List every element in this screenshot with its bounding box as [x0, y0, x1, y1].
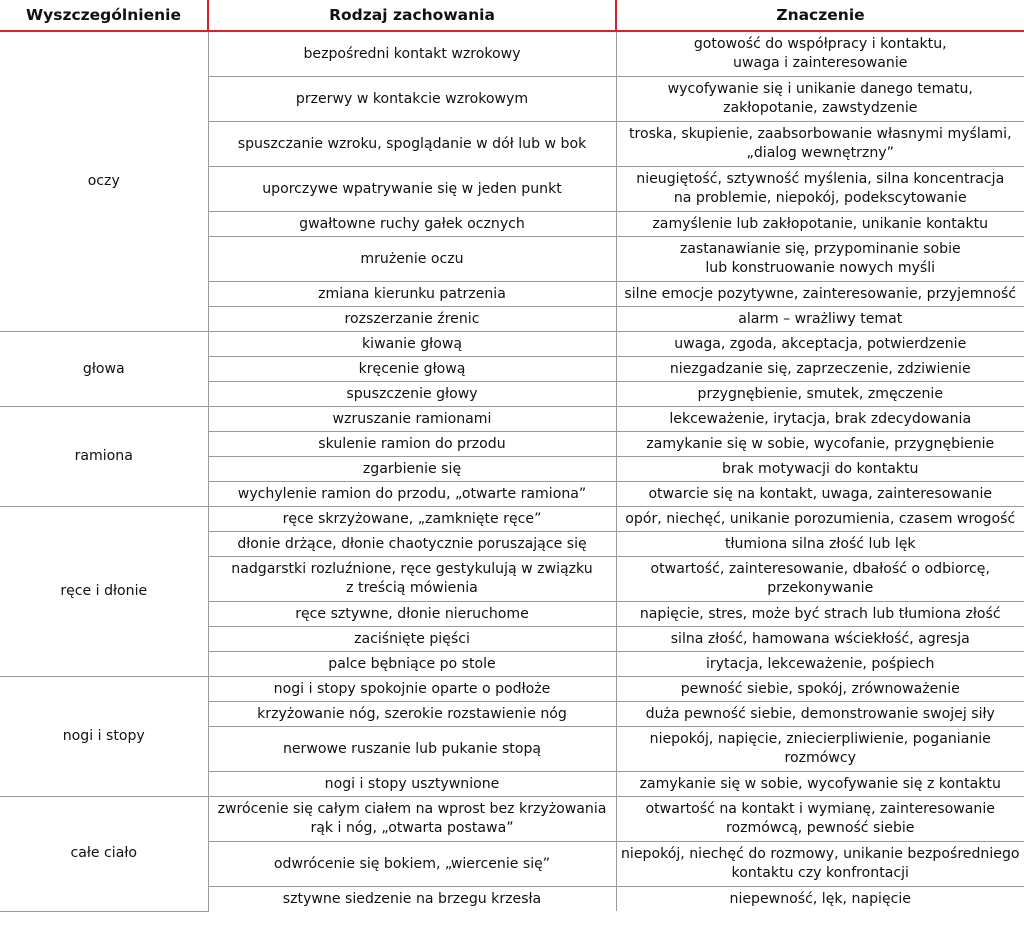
behavior-cell: zwrócenie się całym ciałem na wprost bez krzyżowania rąk i nóg, „otwarta postawa” — [208, 797, 616, 842]
meaning-cell: uwaga, zgoda, akceptacja, potwierdzenie — [616, 332, 1024, 357]
table-row — [0, 797, 1024, 842]
meaning-cell: przygnębienie, smutek, zmęczenie — [616, 382, 1024, 407]
meaning-cell: wycofywanie się i unikanie danego tematu, zakłopotanie, zawstydzenie — [616, 77, 1024, 122]
header-meaning: Znaczenie — [616, 0, 1024, 31]
behavior-cell: ręce sztywne, dłonie nieruchome — [208, 602, 616, 627]
table-row — [0, 407, 1024, 432]
behavior-cell: wychylenie ramion do przodu, „otwarte ramiona” — [208, 482, 616, 507]
category-cell: ramiona — [0, 407, 208, 507]
behavior-cell: uporczywe wpatrywanie się w jeden punkt — [208, 167, 616, 212]
behavior-cell: nerwowe ruszanie lub pukanie stopą — [208, 727, 616, 772]
meaning-cell: zastanawianie się, przypominanie sobie lub konstruowanie nowych myśli — [616, 237, 1024, 282]
meaning-cell: otwartość, zainteresowanie, dbałość o odbiorcę, przekonywanie — [616, 557, 1024, 602]
table-row — [0, 332, 1024, 357]
meaning-cell: alarm – wrażliwy temat — [616, 307, 1024, 332]
behavior-cell: gwałtowne ruchy gałek ocznych — [208, 212, 616, 237]
meaning-cell: brak motywacji do kontaktu — [616, 457, 1024, 482]
meaning-cell: silna złość, hamowana wściekłość, agresja — [616, 627, 1024, 652]
behavior-cell: ręce skrzyżowane, „zamknięte ręce” — [208, 507, 616, 532]
header-behavior: Rodzaj zachowania — [208, 0, 616, 31]
meaning-cell: niepokój, niechęć do rozmowy, unikanie bezpośredniego kontaktu czy konfrontacji — [616, 842, 1024, 887]
behavior-cell: spuszczenie głowy — [208, 382, 616, 407]
behavior-cell: mrużenie oczu — [208, 237, 616, 282]
behavior-cell: bezpośredni kontakt wzrokowy — [208, 31, 616, 77]
behavior-cell: odwrócenie się bokiem, „wiercenie się” — [208, 842, 616, 887]
meaning-cell: zamykanie się w sobie, wycofanie, przygnębienie — [616, 432, 1024, 457]
category-cell: całe ciało — [0, 797, 208, 912]
behavior-cell: wzruszanie ramionami — [208, 407, 616, 432]
behavior-cell: nadgarstki rozluźnione, ręce gestykulują w związku z treścią mówienia — [208, 557, 616, 602]
category-cell: ręce i dłonie — [0, 507, 208, 677]
table-row — [0, 31, 1024, 77]
meaning-cell: otwarcie się na kontakt, uwaga, zainteresowanie — [616, 482, 1024, 507]
behavior-cell: rozszerzanie źrenic — [208, 307, 616, 332]
behavior-cell: zgarbienie się — [208, 457, 616, 482]
meaning-cell: niepewność, lęk, napięcie — [616, 887, 1024, 912]
behavior-cell: nogi i stopy usztywnione — [208, 772, 616, 797]
category-cell: nogi i stopy — [0, 677, 208, 797]
behavior-cell: zmiana kierunku patrzenia — [208, 282, 616, 307]
meaning-cell: otwartość na kontakt i wymianę, zainteresowanie rozmówcą, pewność siebie — [616, 797, 1024, 842]
meaning-cell: tłumiona silna złość lub lęk — [616, 532, 1024, 557]
meaning-cell: zamyślenie lub zakłopotanie, unikanie kontaktu — [616, 212, 1024, 237]
meaning-cell: duża pewność siebie, demonstrowanie swojej siły — [616, 702, 1024, 727]
meaning-cell: opór, niechęć, unikanie porozumienia, czasem wrogość — [616, 507, 1024, 532]
behavior-cell: spuszczanie wzroku, spoglądanie w dół lub w bok — [208, 122, 616, 167]
meaning-cell: silne emocje pozytywne, zainteresowanie, przyjemność — [616, 282, 1024, 307]
meaning-cell: niepokój, napięcie, zniecierpliwienie, poganianie rozmówcy — [616, 727, 1024, 772]
header-row — [0, 0, 1024, 31]
meaning-cell: pewność siebie, spokój, zrównoważenie — [616, 677, 1024, 702]
behavior-cell: sztywne siedzenie na brzegu krzesła — [208, 887, 616, 912]
meaning-cell: nieugiętość, sztywność myślenia, silna koncentracja na problemie, niepokój, podekscytowanie — [616, 167, 1024, 212]
behavior-cell: dłonie drżące, dłonie chaotycznie poruszające się — [208, 532, 616, 557]
behavior-cell: kiwanie głową — [208, 332, 616, 357]
header-category: Wyszczególnienie — [0, 0, 208, 31]
meaning-cell: zamykanie się w sobie, wycofywanie się z kontaktu — [616, 772, 1024, 797]
meaning-cell: niezgadzanie się, zaprzeczenie, zdziwienie — [616, 357, 1024, 382]
category-cell: głowa — [0, 332, 208, 407]
meaning-cell: gotowość do współpracy i kontaktu, uwaga i zainteresowanie — [616, 31, 1024, 77]
meaning-cell: lekceważenie, irytacja, brak zdecydowania — [616, 407, 1024, 432]
table-row — [0, 677, 1024, 702]
table-row — [0, 507, 1024, 532]
meaning-cell: irytacja, lekceważenie, pośpiech — [616, 652, 1024, 677]
behavior-cell: nogi i stopy spokojnie oparte o podłoże — [208, 677, 616, 702]
meaning-cell: napięcie, stres, może być strach lub tłumiona złość — [616, 602, 1024, 627]
behavior-cell: palce bębniące po stole — [208, 652, 616, 677]
behavior-cell: przerwy w kontakcie wzrokowym — [208, 77, 616, 122]
category-cell: oczy — [0, 31, 208, 332]
table-body — [0, 31, 1024, 911]
behavior-cell: kręcenie głową — [208, 357, 616, 382]
meaning-cell: troska, skupienie, zaabsorbowanie własnymi myślami, „dialog wewnętrzny” — [616, 122, 1024, 167]
behavior-cell: krzyżowanie nóg, szerokie rozstawienie nóg — [208, 702, 616, 727]
behavior-cell: skulenie ramion do przodu — [208, 432, 616, 457]
behavior-cell: zaciśnięte pięści — [208, 627, 616, 652]
